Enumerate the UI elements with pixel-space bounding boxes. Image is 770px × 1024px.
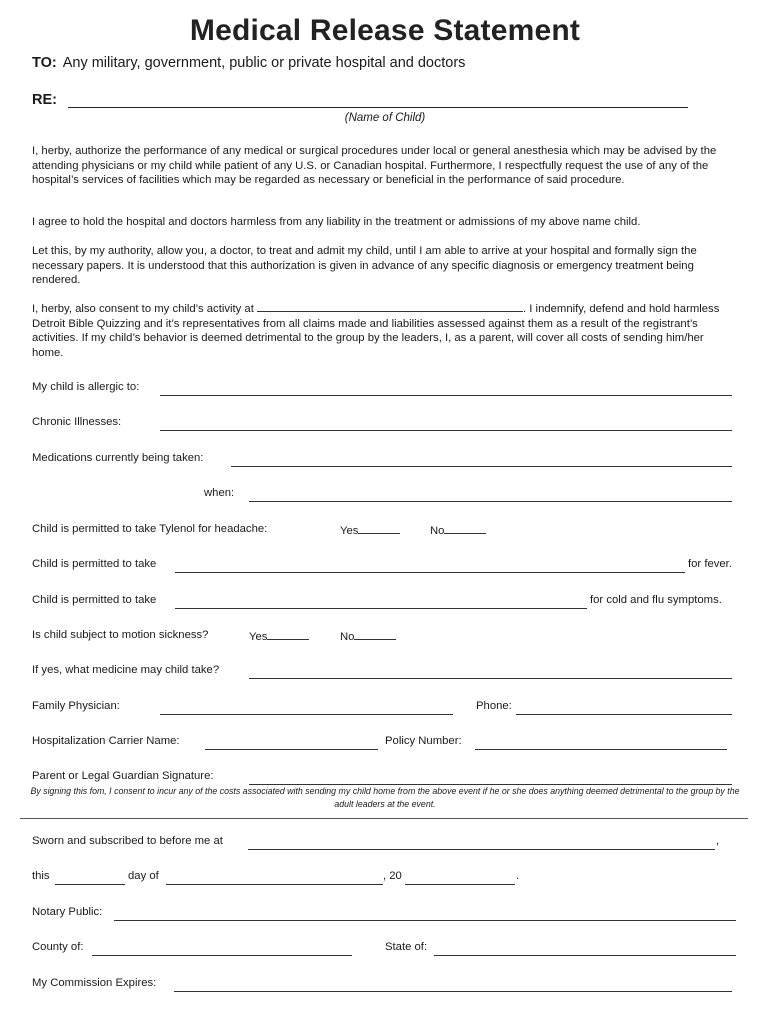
sworn-comma: , [716,835,720,847]
policy-field[interactable] [475,749,727,750]
motion-yes: Yes [249,629,309,643]
this-label: this [32,870,50,882]
cold-label-end: for cold and flu symptoms. [590,594,722,606]
when-label: when: [204,487,235,499]
notary-public-field[interactable] [114,920,736,921]
allergic-field[interactable] [160,395,732,396]
day-of-label: day of [128,870,159,882]
sworn-location-field[interactable] [248,849,715,850]
carrier-label: Hospitalization Carrier Name: [32,735,180,747]
when-field[interactable] [249,501,732,502]
fever-medicine-field[interactable] [175,572,685,573]
notary-public-label: Notary Public: [32,906,103,918]
re-label: RE: [32,92,57,108]
motion-yes-field[interactable] [267,629,309,640]
day-field[interactable] [55,884,125,885]
physician-label: Family Physician: [32,700,120,712]
signature-label: Parent or Legal Guardian Signature: [32,770,214,782]
fever-label-end: for fever. [688,558,732,570]
page-title: Medical Release Statement [189,14,581,47]
year-field[interactable] [405,884,515,885]
sworn-label: Sworn and subscribed to before me at [32,835,223,847]
tylenol-no: No [430,523,486,537]
activity-field[interactable] [257,301,523,312]
child-name-field[interactable] [68,107,688,108]
year-period: . [516,870,520,882]
motion-no: No [340,629,396,643]
policy-label: Policy Number: [385,735,462,747]
consent-paragraph: I, herby, also consent to my child’s activity at . I indemnify, defend and hold harmless Detroit Bible Quizzing and it’s representatives from all claims made and liabilities assessed against them as a result of the registrant’s activities. If my child’s behavior is deemed detrimental to the group by the leaders, I, as a parent, will cover all costs of sending him/her home. [32,303,720,359]
fine-print: By signing this fom, I consent to incur any of the costs associated with sending my child home from the above event if he or she does anything deemed detrimental to the group by the adult leaders at the event. [30,786,740,809]
state-label: State of: [385,941,428,953]
medications-field[interactable] [231,466,732,467]
fever-label: Child is permitted to take [32,558,157,570]
year-label: , 20 [383,870,402,882]
county-label: County of: [32,941,84,953]
to-line [32,55,465,71]
authorization-paragraph: I, herby, authorize the performance of any medical or surgical procedures under local or general anesthesia which may be advised by the attending physicians or my child while patient of any U.S. or Canadian hospital. Furthermore, I respectfully request the use of any of the hospital’s services of facilities which may be regarded as necessary or beneficial in the performance of said procedure. [32,145,717,187]
cold-medicine-field[interactable] [175,608,587,609]
if-yes-label: If yes, what medicine may child take? [32,664,220,676]
tylenol-yes: Yes [340,523,400,537]
tylenol-yes-field[interactable] [358,523,400,534]
section-divider [20,818,748,819]
county-field[interactable] [92,955,352,956]
physician-field[interactable] [160,714,453,715]
motion-no-field[interactable] [354,629,396,640]
tylenol-no-field[interactable] [444,523,486,534]
chronic-field[interactable] [160,430,732,431]
to-text: Any military, government, public or private hospital and doctors [62,55,466,71]
phone-field[interactable] [516,714,732,715]
commission-field[interactable] [174,991,732,992]
chronic-label: Chronic Illnesses: [32,416,122,428]
cold-label: Child is permitted to take [32,594,157,606]
state-field[interactable] [434,955,736,956]
child-name-caption: (Name of Child) [344,112,426,124]
motion-medicine-field[interactable] [249,678,732,679]
allergic-label: My child is allergic to: [32,381,140,393]
tylenol-label: Child is permitted to take Tylenol for headache: [32,523,268,535]
harmless-paragraph: I agree to hold the hospital and doctors harmless from any liability in the treatment or admissions of my above name child. [32,216,641,228]
medications-label: Medications currently being taken: [32,452,204,464]
commission-label: My Commission Expires: [32,977,157,989]
carrier-field[interactable] [205,749,378,750]
to-label: TO: [32,55,57,71]
authority-paragraph: Let this, by my authority, allow you, a doctor, to treat and admit my child, until I am able to arrive at your hospital and formally sign the necessary papers. It is understood that this authorization is given in advance of any specific diagnosis or emergency treatment being rendered. [32,245,697,287]
motion-label: Is child subject to motion sickness? [32,629,209,641]
month-field[interactable] [166,884,383,885]
phone-label: Phone: [476,700,512,712]
